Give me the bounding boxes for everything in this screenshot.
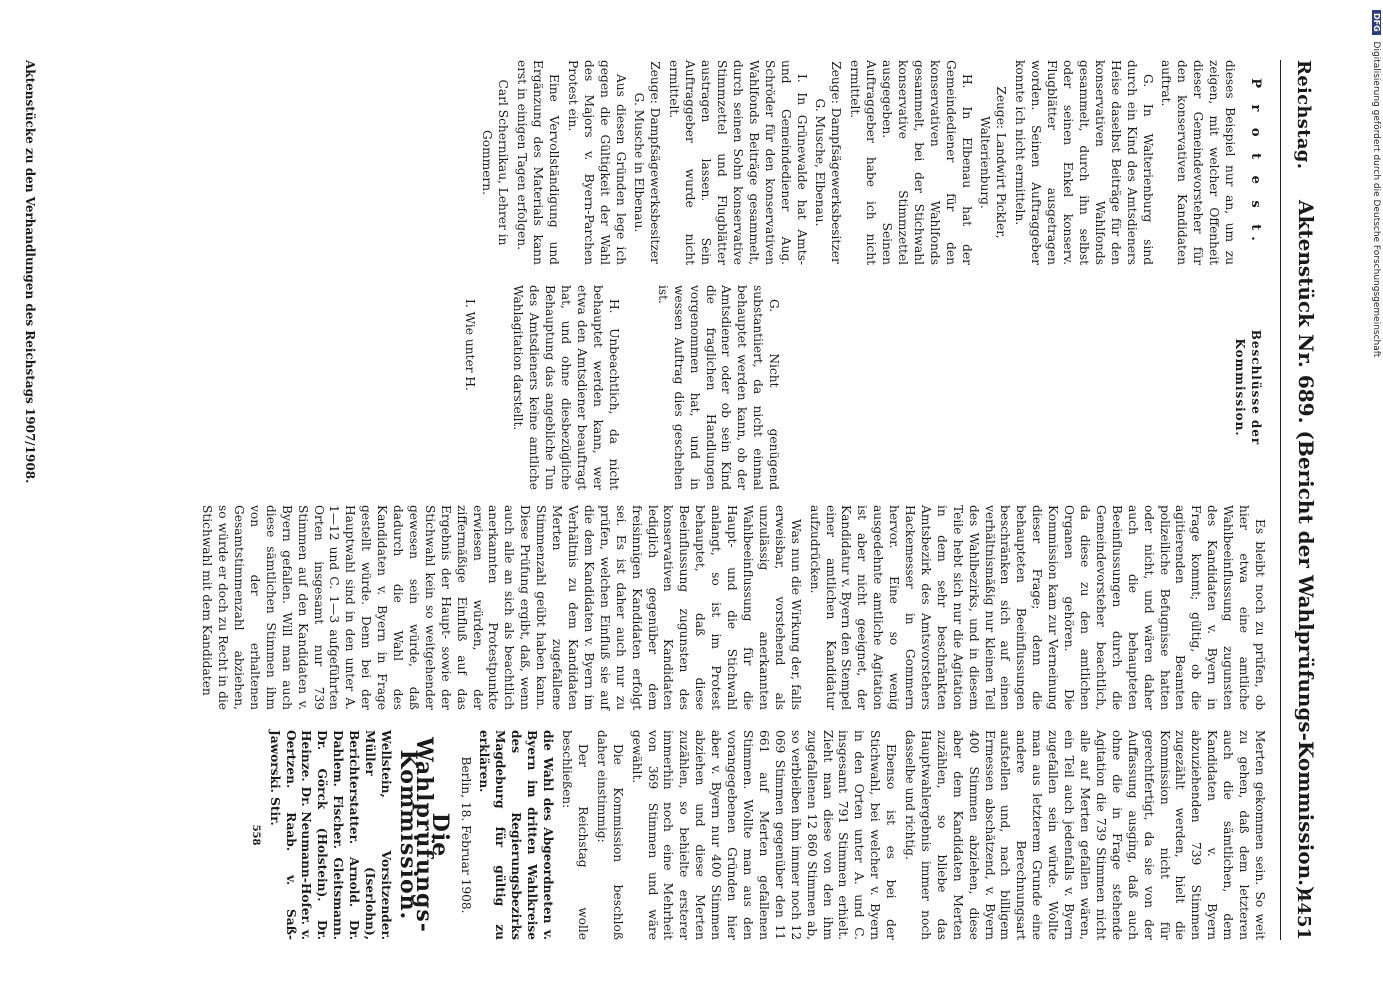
resolution-intro: Der Reichstag wolle beschließen: <box>560 730 590 940</box>
protest-para: H. In Elbenau hat der Gemeindediener für den konservativen Wahlfonds gesammelt, bei der Stichwahl konservative Stimmzettel ausgegeben. Seinen Auftraggeber habe ich nicht ermittelt. <box>848 60 974 265</box>
body-para: Merten gekommen sein. So weit zu gehen, daß dem letzteren auch die sämtlichen, dem Kandidaten v. Byern abzuziehenden 739 Stimmen zugezählt werden, hielt die Kommission nicht für gerechtfertigt, da sie von der Auffassung ausging, daß auch ohne die in Frage stehende Agitation die 739 Stimmen nicht alle auf Merten gefallen wären, ein Teil auch jedenfalls v. Byern zugefallen sein würde. Wollte man aus letzterem Grunde eine andere Berechnungsart aufstellen und, nach billigem Ermessen abschätzend, v. Byern 400 Stimmen abziehen, diese aber dem Kandidaten Merten zuzählen, so bliebe das Hauptwahlergebnis immer noch dasselbe und richtig. <box>903 730 1267 940</box>
protest-column <box>475 60 1267 265</box>
decision-h: H. Unbeachtlich, da nicht behauptet werden kann, wer etwa den Amtsdiener beauftragt hat, und ohne diesbezügliche Behauptung das angebliche Tun des Amtsdieners keine amtliche Wahlagitation darstellt. <box>511 285 621 490</box>
body-para: Die Kommission beschloß daher einstimmig: <box>594 730 625 940</box>
protest-para: I. In Grünewalde hat Amts- und Gemeindediener Aug. Schröder für den konservativen Wahlfonds Beiträge gesammelt, durch seinen Sohn konservative Stimmzettel und Flugblätter austragen lassen. Sein Auftraggeber wurde nicht ermittelt. <box>667 60 809 265</box>
digitization-text: Digitalisierung gefördert durch die Deutsche Forschungsgemeinschaft <box>1371 41 1381 358</box>
protest-signature: Carl Schernikau, Lehrer in Gommern. <box>480 79 511 246</box>
protest-para: G. In Walterienburg sind durch ein Kind des Amtsdieners Heise daselbst Beiträge für den konservativen Wahlfonds gesammelt, durch ihn selbst oder seinen Enkel konserv. Flugblätter ausgetragen worden. Seinen Auftraggeber konnte ich nicht ermitteln. <box>1013 60 1155 265</box>
decisions-column <box>458 285 1267 490</box>
header-left: Reichstag. <box>1293 60 1314 170</box>
dfg-logo-icon: DFG <box>1372 10 1381 35</box>
page-header <box>1280 60 1318 940</box>
body-para: Ebenso ist es bei der Stichwahl, bei welcher v. Byern in den Orten unter A. und C. insgesamt 791 Stimmen erhielt. Zieht man diese von den ihm zugefallenen 12 860 Stimmen ab, so verbleiben ihm immer noch 12 069 Stimmen gegenüber den 11 661 auf Merten gefallenen Stimmen. Wollte man aus den vorangegebenen Gründen hier aber v. Byern nur 400 Stimmen abziehen und diese Merten zuzählen, so behielte ersterer immerhin noch eine Mehrheit von 369 Stimmen und wäre gewählt. <box>629 730 899 940</box>
protest-para: dieses Beispiel nur an, um zu zeigen, mit welcher Offenheit dieser Gemeindevorsteher für den konservativen Kandidaten auftrat. <box>1159 60 1238 265</box>
protest-title: P r o t e s t. <box>1248 78 1263 247</box>
decision-i: I. Wie unter H. <box>462 299 477 391</box>
signers-list: Wellstein, Vorsitzender. Müller (Iserlohn), Berichterstatter. Arnold. Dr. Dahlem. Fischer. Gleitsmann. Dr. Görck (Holstein). Dr. Heinze. Dr. Neumann-Hofer. v. Oertzen. Raab. v. Saß-Jaworski. Stir. <box>267 730 393 940</box>
protest-para: Eine Vervollständigung und Ergänzung des Materials kann erst in einigen Tagen erfolgen. <box>515 60 561 265</box>
date-line: Berlin, 18. Februar 1908. <box>458 756 473 914</box>
protest-witness: Zeuge: Dampfsägewerksbesitzer G. Musche in Elbenau. <box>632 61 663 264</box>
protest-para: Aus diesen Gründen lege ich gegen die Gültigkeit der Wahl des Majors v. Byern-Parchen Protest ein. <box>565 60 628 265</box>
resolution-text: die Wahl des Abgeordneten v. Byern im dritten Wahlkreise des Regierungsbezirks Magdeburg für gültig zu erklären. <box>477 730 556 940</box>
page-number-bottom: 558 <box>249 824 261 846</box>
body-para: Was nun die Wirkung der, falls erweisbar, vorstehend als unzulässig anerkannten Wahlbeeinflussung für die Haupt- und die Stichwahl anlangt, so ist im Protest behauptet, daß diese Beeinflussung zugunsten des konservativen Kandidaten lediglich gegenüber dem freisinnigen Kandidaten erfolgt sei. Es ist daher auch nur zu prüfen, welchen Einfluß sie auf die dem Kandidaten v. Byern im Verhältnis zu dem Kandidaten Merten zugefallene Stimmenzahl geübt haben kann. Diese Prüfung ergibt, daß, wenn auch alle an sich als beachtlich anerkannten Protestpunkte erwiesen würden, der ziffermäßige Einfluß auf das Ergebnis der Haupt- sowie der Stichwahl kein so weitgehender gewesen sein würde, daß dadurch die Wahl des Kandidaten v. Byern in Frage gestellt würde. Denn bei der Hauptwahl sind in den unter A. 1—12 und C. 1—3 aufgeführten Orten insgesamt nur 739 Stimmen auf den Kandidaten v. Byern gefallen. Will man auch diese sämtlichen Stimmen ihm von der erhaltenen Gesamtstimmenzahl abziehen, so würde er doch zu Recht in die Stichwahl mit dem Kandidaten <box>200 505 803 710</box>
decision-g: G. Nicht genügend substantiiert, da nicht einmal behauptet werden kann, ob der Amtsdiener oder ob sein Kind die fraglichen Handlungen vorgenommen hat, und in wessen Auftrag dies geschehen ist. <box>655 285 782 490</box>
header-title: Aktenstück Nr. 689. (Bericht der Wahlprüfungs-Kommission.) <box>1294 200 1318 896</box>
rotated-page <box>15 60 1318 940</box>
digitization-note <box>1367 10 1381 990</box>
text-column-4 <box>244 730 1267 940</box>
protest-witness: Zeuge: Dampfsägewerksbesitzer G. Musche, Elbenau. <box>813 61 844 264</box>
text-column-3 <box>195 505 1267 710</box>
commission-heading: Die Wahlprüfungs-Kommission. <box>394 737 453 933</box>
header-page-number: 4451 <box>1293 889 1314 940</box>
page-footer: Aktenstücke zu den Verhandlungen des Reichstags 1907/1908. <box>23 60 37 484</box>
protest-witness: Zeuge: Landwirt Pickler, Walterienburg. <box>978 86 1009 239</box>
body-para: Es bleibt noch zu prüfen, ob hier etwa eine amtliche Wahlbeeinflussung zugunsten des Kandidaten v. Byern in Frage kommt; gültig, ob die agitierenden Beamten polizeiliche Befugnisse hatten oder nicht, und wären daher auch die behaupteten Beeinflussungen durch die Gemeindevorsteher beachtlich, da diese zu den amtlichen Organen gehören. Die Kommission kam zur Verneinung dieser Frage; denn die behaupteten Beeinflussungen beschränken sich auf einen verhältnismäßig nur kleinen Teil des Wahlbezirks, und in diesem Teile hebt sich nur die Agitation in dem sehr beschränkten Amtsbezirk des Amtsvorstehers Hackemesser in Gommern hervor. Eine so wenig ausgedehnte amtliche Agitation ist aber nicht geeignet, der Kandidatur v. Byern den Stempel einer amtlichen Kandidatur aufzudrücken. <box>807 505 1267 710</box>
decisions-title: Beschlüsse der Kommission. <box>1233 329 1263 446</box>
